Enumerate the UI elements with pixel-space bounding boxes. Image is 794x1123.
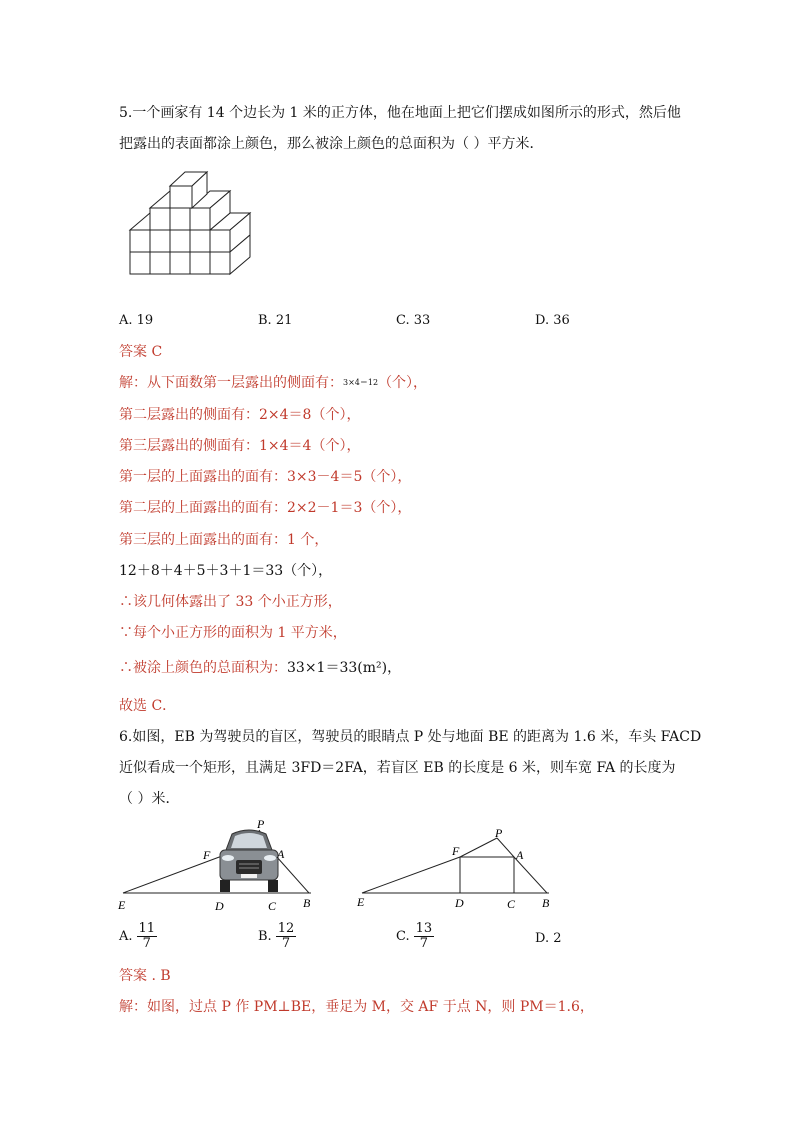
car-image bbox=[220, 830, 278, 892]
q5-option-c: C. 33 bbox=[396, 313, 431, 328]
q6-answer: 答案 . B bbox=[119, 968, 171, 984]
q5-solution-line2: 第二层露出的侧面有：2×4＝8（个）， bbox=[119, 407, 361, 423]
q5-option-a: A. 19 bbox=[119, 313, 154, 328]
label-p: P bbox=[257, 817, 265, 831]
q5-solution-line4: 第一层的上面露出的面有：3×3－4＝5（个）， bbox=[119, 469, 412, 485]
q5-stem-line2: 把露出的表面都涂上颜色，那么被涂上颜色的总面积为（ ）平方米． bbox=[119, 136, 544, 152]
q5-option-b: B. 21 bbox=[258, 313, 293, 328]
label-f: F bbox=[203, 848, 211, 862]
label-c: C bbox=[507, 897, 516, 911]
car-blindspot-figure bbox=[114, 816, 324, 916]
label-e: E bbox=[357, 895, 365, 909]
label-e: E bbox=[118, 898, 126, 912]
q5-solution-line1: 解：从下面数第一层露出的侧面有：3×4＝12（个）， bbox=[119, 375, 428, 391]
q5-choose: 故选 C． bbox=[119, 698, 177, 714]
geometry-figure bbox=[352, 822, 562, 914]
q6-option-b: B. $\frac{12}{7}$ bbox=[258, 921, 295, 951]
q6-option-c: C. $\frac{13}{7}$ bbox=[396, 921, 433, 951]
cube-stack-figure bbox=[128, 168, 253, 296]
q5-answer: 答案 C bbox=[119, 344, 163, 360]
label-a: A bbox=[516, 848, 524, 862]
q6-stem-line2: 近似看成一个矩形，且满足 3FD＝2FA，若盲区 EB 的长度是 6 米，则车宽 FA 的长度为 bbox=[119, 760, 676, 776]
q6-option-a: A. $\frac{11}{7}$ bbox=[119, 921, 156, 951]
q5-solution-line7: 12＋8＋4＋5＋3＋1＝33（个）， bbox=[119, 563, 333, 579]
label-a: A bbox=[277, 847, 285, 861]
q5-solution-line5: 第二层的上面露出的面有：2×2－1＝3（个）， bbox=[119, 500, 412, 516]
label-c: C bbox=[268, 899, 277, 913]
label-f: F bbox=[452, 844, 460, 858]
q5-final-line: ∴被涂上颜色的总面积为：33×1＝33(m²)， bbox=[119, 660, 402, 676]
q6-option-d: D. 2 bbox=[535, 931, 562, 946]
label-p: P bbox=[495, 826, 503, 840]
q6-solution-line1: 解：如图，过点 P 作 PM⊥BE，垂足为 M，交 AF 于点 N，则 PM＝1.6， bbox=[119, 999, 594, 1015]
q6-stem-line1: 6.如图，EB 为驾驶员的盲区，驾驶员的眼睛点 P 处与地面 BE 的距离为 1.6 米，车头 FACD bbox=[119, 729, 702, 745]
q5-solution-line3: 第三层露出的侧面有：1×4＝4（个）， bbox=[119, 438, 361, 454]
q5-conclusion-line2: ∵每个小正方形的面积为 1 平方米， bbox=[119, 625, 347, 641]
label-d: D bbox=[455, 896, 464, 910]
label-d: D bbox=[215, 899, 224, 913]
q5-option-d: D. 36 bbox=[535, 313, 570, 328]
label-b: B bbox=[542, 896, 550, 910]
label-b: B bbox=[303, 896, 311, 910]
q5-stem-line1: 5.一个画家有 14 个边长为 1 米的正方体，他在地面上把它们摆成如图所示的形式，然后他 bbox=[119, 105, 681, 121]
q5-conclusion-line1: ∴该几何体露出了 33 个小正方形， bbox=[119, 594, 342, 610]
q5-solution-line6: 第三层的上面露出的面有：1 个， bbox=[119, 532, 329, 548]
q6-stem-line3: （ ）米． bbox=[119, 791, 180, 807]
